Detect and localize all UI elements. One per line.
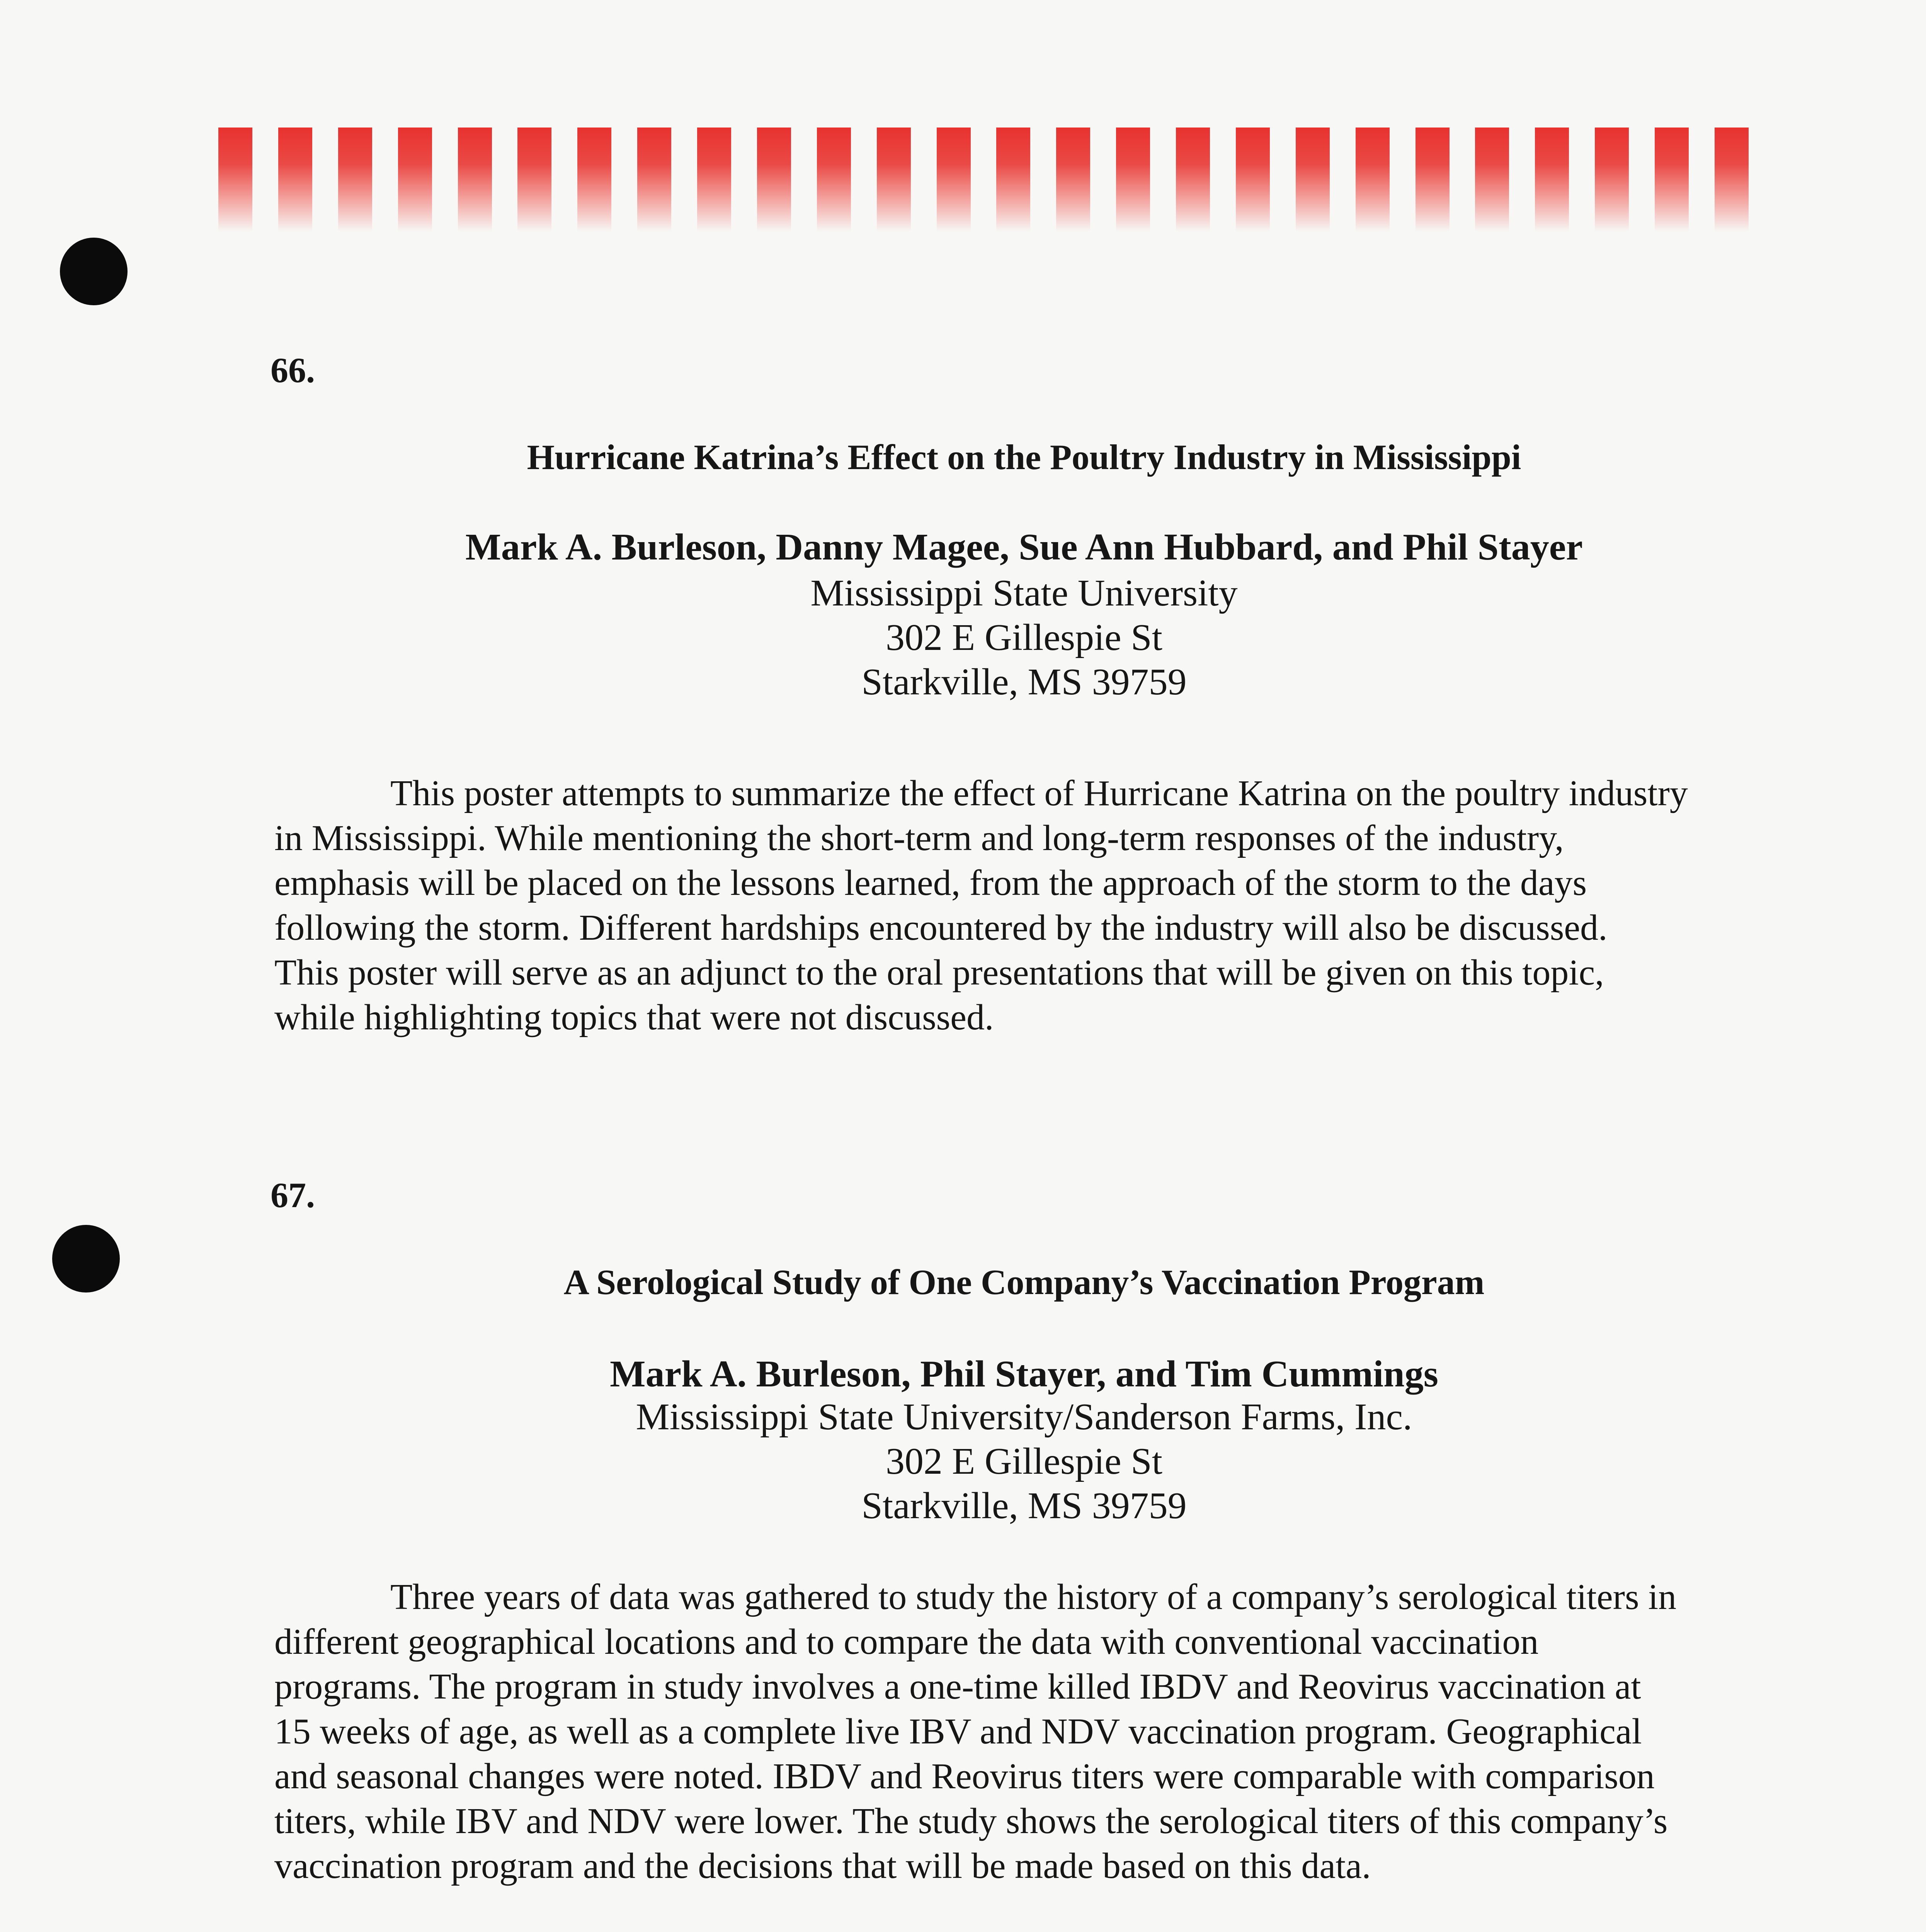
affiliation-line: Starkville, MS 39759	[861, 661, 1187, 703]
header-stripe	[278, 128, 312, 232]
header-stripe	[637, 128, 671, 232]
entry-number: 66.	[271, 350, 315, 390]
header-stripe	[1595, 128, 1629, 232]
header-stripe	[1475, 128, 1509, 232]
header-stripe	[517, 128, 551, 232]
binder-hole-top	[60, 238, 128, 305]
header-stripe	[937, 128, 971, 232]
abstract-line: This poster attempts to summarize the effect of Hurricane Katrina on the poultry industry	[390, 773, 1688, 813]
abstract-line: different geographical locations and to compare the data with conventional vaccination	[274, 1622, 1539, 1662]
header-stripe	[1176, 128, 1210, 232]
entry-affiliation	[271, 1395, 1778, 1528]
header-stripe	[1655, 128, 1689, 232]
entry-title: A Serological Study of One Company’s Vaccination Program	[563, 1262, 1485, 1302]
header-stripe	[697, 128, 731, 232]
entry-authors: Mark A. Burleson, Danny Magee, Sue Ann Hubbard, and Phil Stayer	[465, 526, 1583, 568]
header-stripe	[458, 128, 492, 232]
affiliation-line: Mississippi State University	[810, 572, 1238, 614]
header-stripe	[1356, 128, 1390, 232]
header-stripe	[877, 128, 911, 232]
header-stripe	[1236, 128, 1270, 232]
entry-number: 67.	[271, 1175, 315, 1215]
header-stripe	[757, 128, 791, 232]
header-stripe	[1056, 128, 1090, 232]
header-stripe	[817, 128, 851, 232]
entry-affiliation	[271, 571, 1778, 704]
header-stripe	[1535, 128, 1569, 232]
header-stripe	[218, 128, 252, 232]
abstract-line: titers, while IBV and NDV were lower. The study shows the serological titers of this company’s	[274, 1801, 1668, 1841]
abstract-line: and seasonal changes were noted. IBDV and Reovirus titers were comparable with comparison	[274, 1756, 1655, 1796]
abstract-line: emphasis will be placed on the lessons learned, from the approach of the storm to the days	[274, 863, 1587, 903]
abstract-line: This poster will serve as an adjunct to the oral presentations that will be given on this topic,	[274, 952, 1604, 993]
affiliation-line: 302 E Gillespie St	[886, 617, 1162, 658]
affiliation-line: Mississippi State University/Sanderson Farms, Inc.	[636, 1396, 1412, 1438]
header-stripe	[1116, 128, 1150, 232]
header-stripe	[1715, 128, 1749, 232]
header-stripe-band	[218, 128, 1749, 232]
abstract-line: while highlighting topics that were not discussed.	[274, 997, 994, 1037]
header-stripe	[1416, 128, 1450, 232]
header-stripe	[398, 128, 432, 232]
header-stripe	[577, 128, 611, 232]
abstract-line: in Mississippi. While mentioning the short-term and long-term responses of the industry,	[274, 818, 1564, 858]
entry-authors: Mark A. Burleson, Phil Stayer, and Tim Cummings	[610, 1353, 1438, 1395]
abstract-line: vaccination program and the decisions that will be made based on this data.	[274, 1846, 1371, 1886]
abstract-line: following the storm. Different hardships encountered by the industry will also be discussed.	[274, 908, 1608, 948]
header-stripe	[996, 128, 1030, 232]
entry-title: Hurricane Katrina’s Effect on the Poultry Industry in Mississippi	[527, 437, 1521, 477]
affiliation-line: 302 E Gillespie St	[886, 1440, 1162, 1482]
abstract-line: Three years of data was gathered to study the history of a company’s serological titers in	[390, 1577, 1677, 1617]
affiliation-line: Starkville, MS 39759	[861, 1485, 1187, 1527]
abstract-line: programs. The program in study involves a one-time killed IBDV and Reovirus vaccination at	[274, 1667, 1641, 1707]
abstract-line: 15 weeks of age, as well as a complete live IBV and NDV vaccination program. Geographical	[274, 1711, 1642, 1752]
entry-abstract	[274, 771, 1785, 1040]
header-stripe	[1296, 128, 1330, 232]
entry-abstract	[274, 1575, 1785, 1888]
binder-hole-middle	[52, 1225, 120, 1293]
header-stripe	[338, 128, 372, 232]
